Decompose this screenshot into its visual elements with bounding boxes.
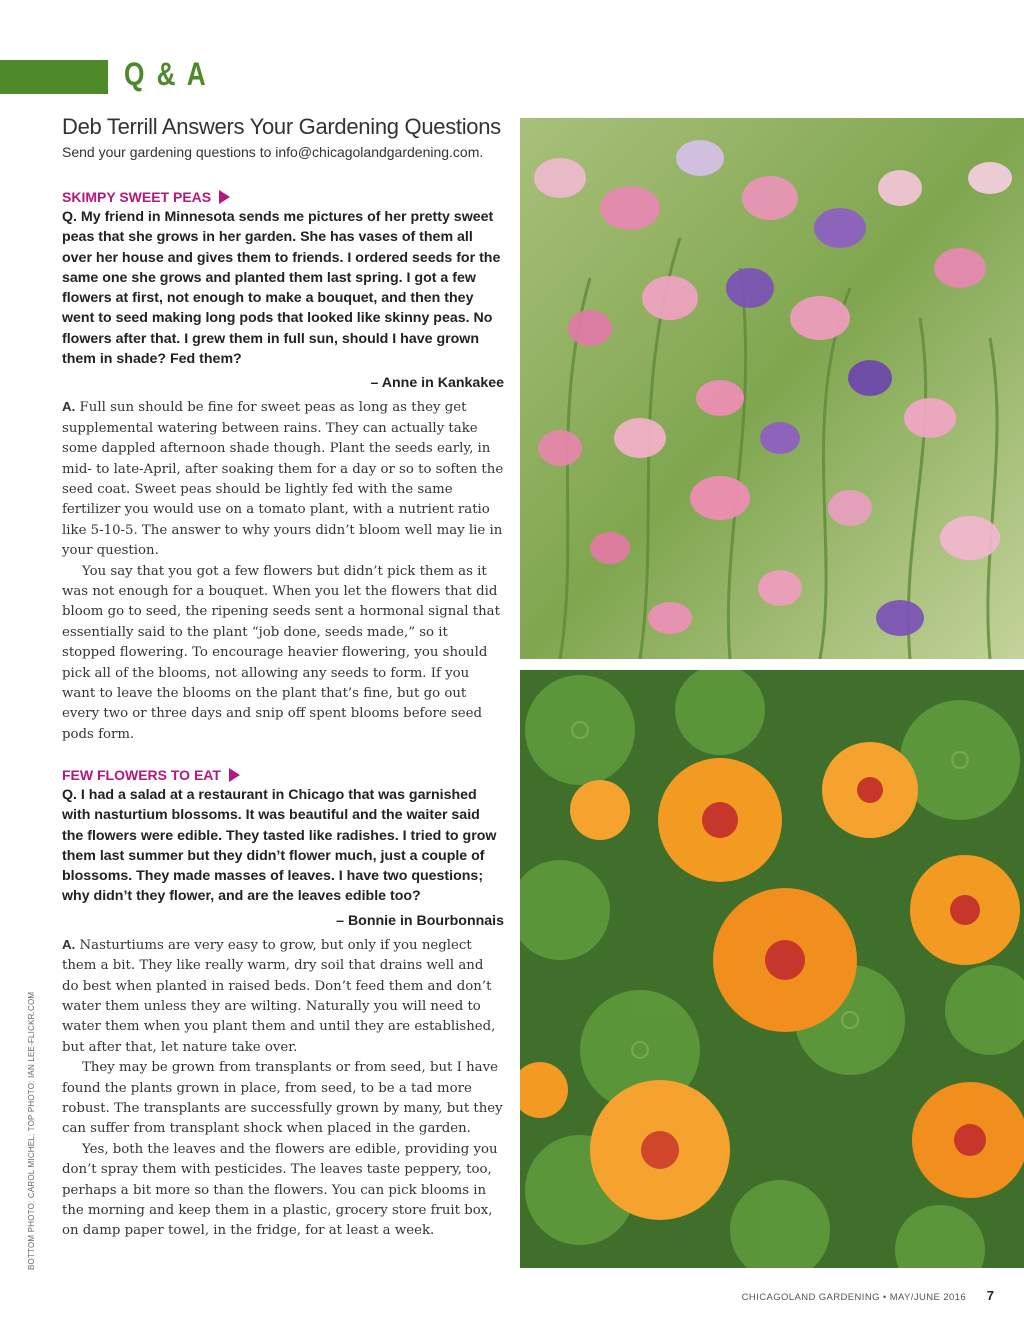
question-signer: – Anne in Kankakee (370, 375, 504, 392)
question-text: Q. I had a salad at a restaurant in Chicago that was garnished with nasturtium blossoms. It was beautiful and the waiter said the flowers were edible. They tasted like radishes. I tried to grow them last summer but they didn’t flower much, just a couple of blossoms. They made masses of leaves. I have two questions; why didn’t they flower, and are the leaves edible too? (62, 787, 497, 905)
qa-block-nasturtiums (62, 767, 504, 1242)
article-subtitle: Send your gardening questions to info@chicagolandgardening.com. (62, 144, 484, 160)
qa-block-sweet-peas (62, 189, 504, 745)
answer-paragraph: Yes, both the leaves and the flowers are edible, providing you don’t spray them with pesticides. The leaves taste peppery, too, perhaps a bit more so than the flowers. You can pick blooms in the morning and keep them in a plastic, grocery store fruit box, on damp paper towel, in the fridge, for at least a week. (62, 1141, 498, 1239)
answer-lead: A. (62, 399, 76, 415)
nasturtiums-illustration (520, 670, 1024, 1268)
answer-paragraph: You say that you got a few flowers but didn’t pick them as it was not enough for a bouquet. When you let the flowers that did bloom go to seed, the ripening seeds sent a hormonal signal that essentially said to the plant “job done, seeds made,” so it stopped flowering. To encourage heavier flowering, you should pick all of the blooms, not allowing any seeds to form. If you want to leave the blooms on the plant that’s fine, but go out every two or three days and snip off spent blooms before seed pods form. (62, 563, 500, 742)
question-heading: SKIMPY SWEET PEAS (62, 189, 504, 205)
answer-paragraph: They may be grown from transplants or from seed, but I have found the plants grown in place, from seed, to be a tad more robust. The transplants are successfully grown by many, but they can suffer from transplant shock when placed in the garden. (62, 1060, 503, 1137)
arrow-right-icon (229, 768, 240, 782)
page-number: 7 (986, 1288, 994, 1303)
photo-credit: BOTTOM PHOTO: CAROL MICHEL; TOP PHOTO: IAN LEE-FLICKR.COM (27, 991, 36, 1270)
answer-paragraph: A. Full sun should be fine for sweet peas as long as they get supplemental watering between rains. They can actually take some dappled afternoon shade though. Plant the seeds early, in mid- to late-April, after soaking them for a day or so to soften the seed coat. Sweet peas should be lightly fed with the same fertilizer you would use on a tomato plant, with a nutrient ratio like 5-10-5. The answer to why yours didn’t bloom well may lie in your question. (62, 399, 504, 559)
question-text: Q. My friend in Minnesota sends me pictures of her pretty sweet peas that she grows in her garden. She has vases of them all over her house and gives them to friends. I ordered seeds for the same one she grows and planted them last spring. I got a few flowers at first, not enough to make a bouquet, and then they went to seed making long pods that looked like skinny peas. No flowers after that. I grew them in full sun, should I have grown them in shade? Fed them? (62, 209, 501, 368)
sweet-peas-photo (520, 118, 1024, 659)
section-color-band (0, 60, 108, 94)
section-label: Q & A (124, 56, 209, 92)
nasturtiums-photo (520, 670, 1024, 1268)
question-signer: – Bonnie in Bourbonnais (336, 912, 504, 929)
publication-footer: CHICAGOLAND GARDENING • MAY/JUNE 2016 (741, 1292, 966, 1303)
answer-lead: A. (62, 936, 76, 952)
answer-paragraph: A. Nasturtiums are very easy to grow, but only if you neglect them a bit. They like really warm, dry soil that drains well and do best when planted in raised beds. Don’t feed them and don’t water them unless they are wilting. Naturally you will need to water them when you plant them and until they are established, but after that, let nature take over. (62, 936, 496, 1055)
article-title: Deb Terrill Answers Your Gardening Questions (62, 114, 501, 139)
arrow-right-icon (219, 190, 230, 204)
question-heading: FEW FLOWERS TO EAT (62, 767, 504, 783)
sweet-peas-illustration (520, 118, 1024, 659)
